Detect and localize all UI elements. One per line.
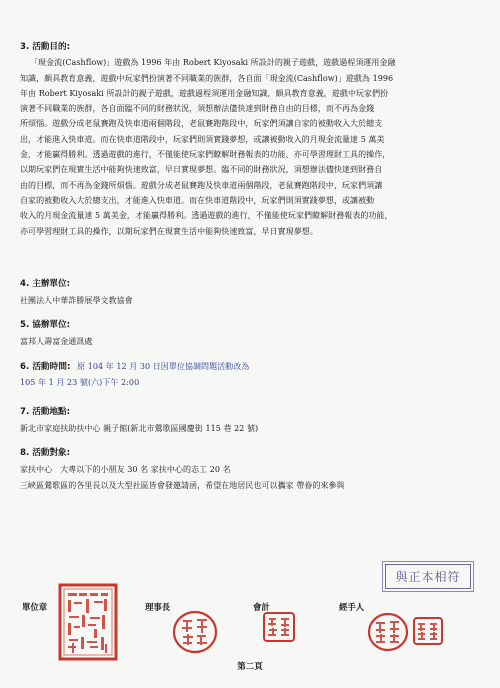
unit-seal (57, 582, 119, 662)
page-number: 第二頁 (237, 662, 263, 672)
label-unit-seal: 單位章 (22, 602, 48, 612)
accountant-seal (262, 611, 296, 643)
section-heading: 8. 活動對象: (20, 448, 71, 458)
chairman-seal (172, 610, 218, 654)
time-new: 105 年 1 月 23 號(六)下午 2:00 (20, 378, 140, 388)
section-heading: 6. 活動時間: (20, 362, 71, 372)
objective-line: 所煩惱。遊戲分成老鼠賽跑及快車道兩個階段，老鼠賽跑階段中，玩家們須讓自家的被動收入大於總支 (20, 119, 383, 129)
venue-value: 新北市家庭扶助扶中心 親子館(新北市鶯歌區國慶街 115 巷 22 號) (20, 424, 259, 434)
section-host (20, 277, 482, 309)
objective-line: 演著不同職業的族群，各自面臨不同的財務狀況，須想辦法儘快達到財務自由的目標，而不再為金錢 (20, 104, 375, 114)
handler-seal-square (412, 616, 444, 646)
label-chairman: 理事長 (145, 602, 171, 612)
objective-line: 以期玩家們在現實生活中能夠快速致富，早日實現夢想。臨不同的財務狀況，須想辦法儘快達到財務自 (20, 165, 383, 175)
section-heading: 4. 主辦單位: (20, 279, 71, 289)
objective-line: 亦可學習理財工具的操作，以期玩家們在現實生活中能夠快速致富，早日實現夢想。 (20, 226, 318, 236)
objective-line: 自家的被動收入大於總支出，才能進入快車道。而在快車道階段中，玩家們則須實踐夢想，或讓被動 (20, 195, 375, 205)
label-handler: 經手人 (339, 602, 365, 612)
objective-line: 收入的月現金流量達 5 萬美金，才能贏得勝利。透過遊戲的進行，不僅能使玩家們瞭解財務報表的功能， (20, 211, 393, 221)
section-audience (20, 446, 482, 493)
audience-line-1: 家扶中心 大專以下的小朋友 30 名 家扶中心的志工 20 名 (20, 465, 231, 475)
objective-line: 出，才能進入快車道。而在快車道階段中，玩家們則須實踐夢想，或讓被動收入的月現金流量達 5 萬美 (20, 134, 385, 144)
objective-line: 知識，頗具教育意義，遊戲中玩家們扮演著不同職業的族群，各自面「現金流(Cashflow)」遊戲為 1996 (20, 73, 394, 83)
section-objective (20, 40, 482, 239)
section-co-host (20, 318, 482, 350)
co-host-value: 富邦人壽富金通訊處 (20, 337, 93, 347)
section-heading: 7. 活動地點: (20, 407, 71, 417)
label-accountant: 會計 (253, 602, 270, 612)
section-body (20, 55, 482, 239)
audience-line-2: 三峽區鶯歌區的各里長以及大型社區皆會發邀請函，希望在地居民也可以攜家 帶眷的來參與 (20, 480, 345, 490)
section-venue (20, 405, 482, 437)
objective-line: 「現金流(Cashflow)」遊戲為 1996 年由 Robert Kiyosaki 所設計的親子遊戲，遊戲過程須運用金融 (30, 58, 396, 68)
section-heading: 5. 協辦單位: (20, 320, 71, 330)
certified-copy-stamp: 與正本相符 (385, 564, 471, 589)
handler-seal-round (367, 612, 409, 652)
objective-line: 年由 Robert Kiyosaki 所設計的親子遊戲，遊戲過程須運用金融知識，頗具教育意義，遊戲中玩家們扮 (20, 88, 389, 98)
host-value: 社團法人中華詐勝展學文教協會 (20, 296, 133, 306)
objective-line: 金，才能贏得勝利。透過遊戲的進行，不僅能使玩家們瞭解財務報表的功能，亦可學習理財工具的操作， (20, 150, 391, 160)
section-heading: 3. 活動目的: (20, 42, 71, 52)
section-time (20, 359, 482, 391)
time-original: 原 104 年 12 月 30 日因單位協調問題活動改為 (77, 362, 250, 371)
objective-line: 由的目標，而不再為金錢所煩惱。遊戲分成老鼠賽跑及快車道兩個階段，老鼠賽跑階段中，玩家們須讓 (20, 180, 383, 190)
